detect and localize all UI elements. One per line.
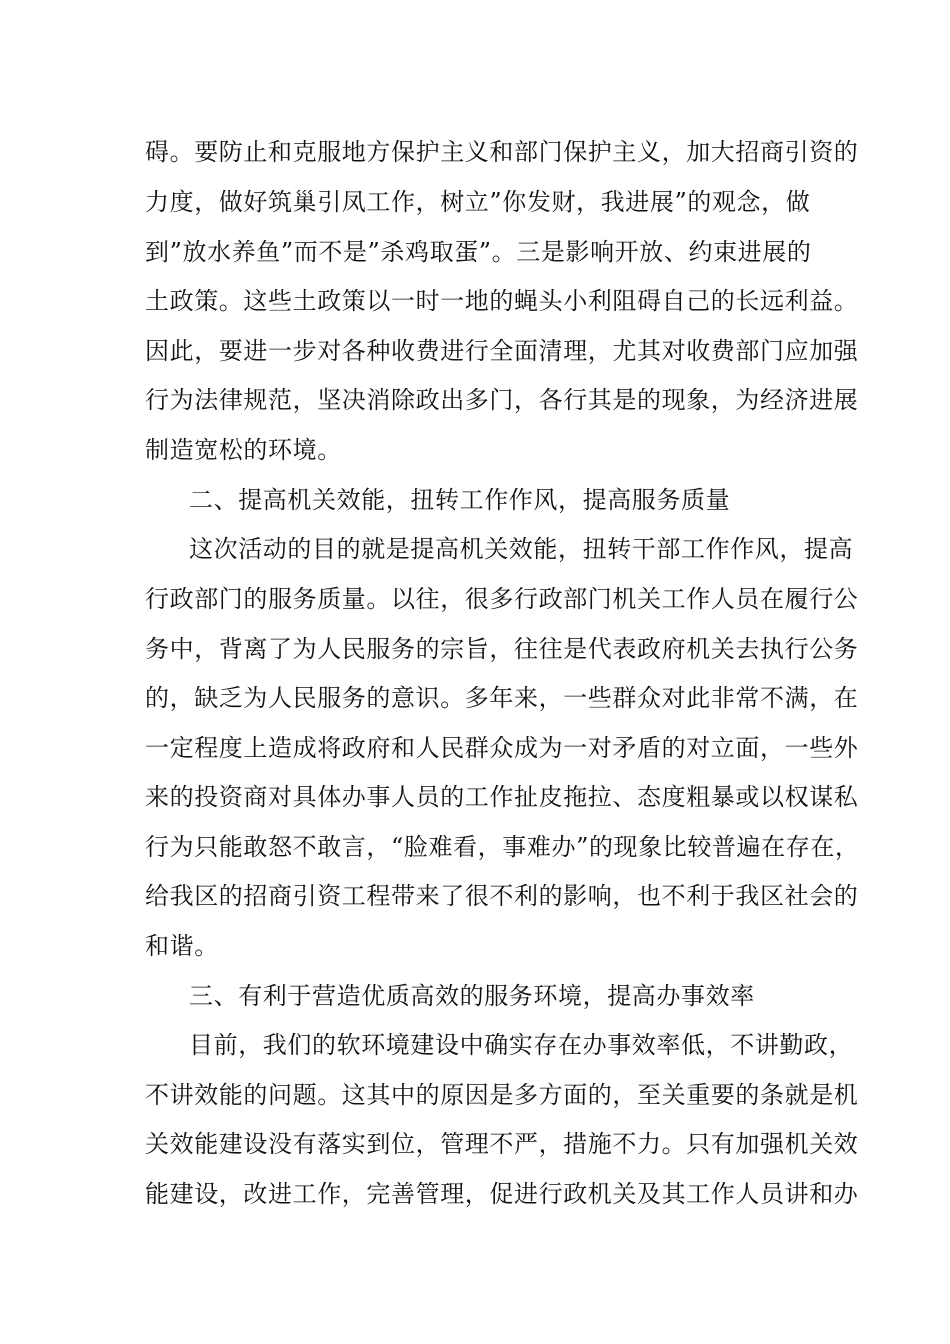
text-line: 的，缺乏为人民服务的意识。多年来，一些群众对此非常不满，在 (145, 684, 859, 712)
text-line: 因此，要进一步对各种收费进行全面清理，尤其对收费部门应加强 (145, 337, 859, 365)
text-line: 和谐。 (145, 932, 219, 960)
text-line: 制造宽松的环境。 (145, 436, 342, 464)
text-line: 不讲效能的问题。这其中的原因是多方面的，至关重要的条就是机 (145, 1081, 859, 1109)
text-line: 务中，背离了为人民服务的宗旨，往往是代表政府机关去执行公务 (145, 635, 859, 663)
text-line: 能建设，改进工作，完善管理，促进行政机关及其工作人员讲和办 (145, 1180, 859, 1208)
text-line: 一定程度上造成将政府和人民群众成为一对矛盾的对立面，一些外 (145, 734, 859, 762)
text-line: 目前，我们的软环境建设中确实存在办事效率低，不讲勤政， (189, 1031, 854, 1059)
text-line: 这次活动的目的就是提高机关效能，扭转干部工作作风，提高 (189, 535, 854, 563)
section-heading-3: 三、有利于营造优质高效的服务环境，提高办事效率 (189, 982, 755, 1010)
text-line: 行为法律规范，坚决消除政出多门，各行其是的现象，为经济进展 (145, 386, 859, 414)
text-line: 来的投资商对具体办事人员的工作扯皮拖拉、态度粗暴或以权谋私 (145, 783, 859, 811)
text-line: 力度，做好筑巢引凤工作，树立”你发财，我进展”的观念，做 (145, 188, 811, 216)
section-heading-2: 二、提高机关效能，扭转工作作风，提高服务质量 (189, 486, 731, 514)
text-line: 行为只能敢怒不敢言，“脸难看，事难办”的现象比较普遍在存在， (145, 833, 860, 861)
text-line: 给我区的招商引资工程带来了很不利的影响，也不利于我区社会的 (145, 882, 859, 910)
text-line: 到”放水养鱼”而不是”杀鸡取蛋”。三是影响开放、约束进展的 (145, 238, 812, 266)
text-line: 行政部门的服务质量。以往，很多行政部门机关工作人员在履行公 (145, 585, 859, 613)
text-line: 关效能建设没有落实到位，管理不严，措施不力。只有加强机关效 (145, 1130, 859, 1158)
text-line: 土政策。这些土政策以一时一地的蝇头小利阻碍自己的长远利益。 (145, 287, 859, 315)
text-line: 碍。要防止和克服地方保护主义和部门保护主义，加大招商引资的 (145, 138, 859, 166)
